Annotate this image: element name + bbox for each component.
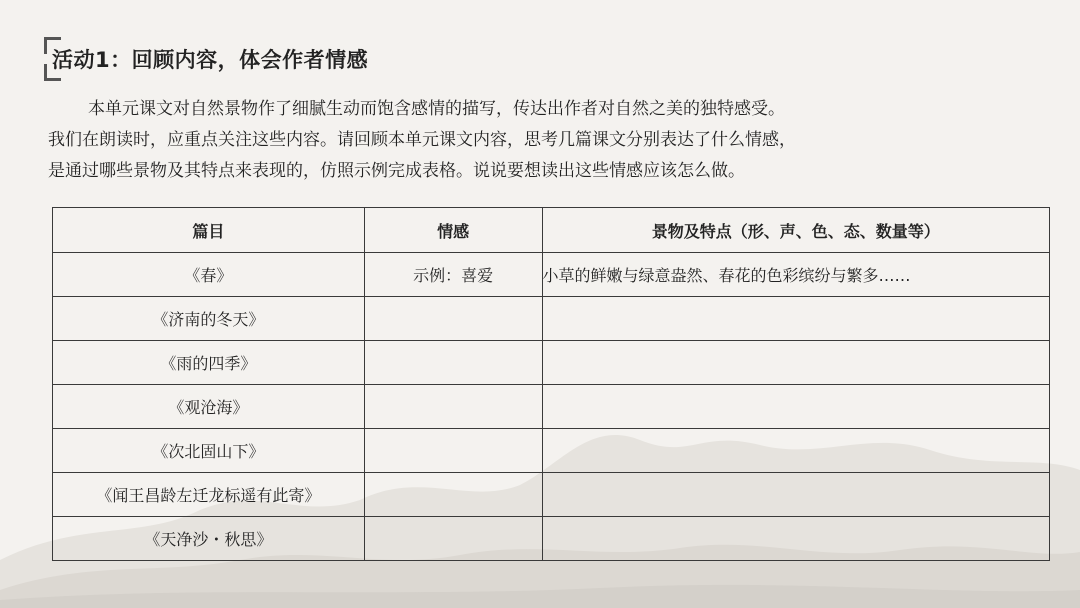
- intro-paragraph: [48, 94, 1048, 187]
- table-row: [53, 253, 1050, 297]
- row-emotion[interactable]: 示例：喜爱: [364, 253, 542, 297]
- row-title: 《雨的四季》: [53, 341, 365, 385]
- row-features[interactable]: [542, 429, 1049, 473]
- intro-line-3: 是通过哪些景物及其特点来表现的，仿照示例完成表格。说说要想读出这些情感应该怎么做。: [48, 161, 745, 181]
- row-emotion[interactable]: [364, 297, 542, 341]
- row-title: 《闻王昌龄左迁龙标遥有此寄》: [53, 473, 365, 517]
- row-emotion[interactable]: [364, 341, 542, 385]
- title-corner-bottom-left: [44, 64, 61, 81]
- row-features[interactable]: [542, 297, 1049, 341]
- row-emotion[interactable]: [364, 429, 542, 473]
- table-header-row: [53, 208, 1050, 253]
- row-emotion[interactable]: [364, 473, 542, 517]
- table-row: [53, 297, 1050, 341]
- table-row: [53, 473, 1050, 517]
- row-features[interactable]: [542, 517, 1049, 561]
- row-title: 《观沧海》: [53, 385, 365, 429]
- intro-line-2: 我们在朗读时，应重点关注这些内容。请回顾本单元课文内容，思考几篇课文分别表达了什么情感，: [48, 130, 796, 150]
- title-corner-top-left: [44, 37, 61, 54]
- header-title: 篇目: [53, 208, 365, 253]
- header-features: 景物及特点（形、声、色、态、数量等）: [542, 208, 1049, 253]
- table-row: [53, 385, 1050, 429]
- row-emotion[interactable]: [364, 517, 542, 561]
- row-features[interactable]: [542, 341, 1049, 385]
- table-row: [53, 341, 1050, 385]
- row-features[interactable]: [542, 473, 1049, 517]
- intro-line-1: 本单元课文对自然景物作了细腻生动而饱含感情的描写，传达出作者对自然之美的独特感受。: [88, 99, 785, 119]
- table-row: [53, 429, 1050, 473]
- row-title: 《春》: [53, 253, 365, 297]
- row-emotion[interactable]: [364, 385, 542, 429]
- row-title: 《天净沙・秋思》: [53, 517, 365, 561]
- activity-title-box: [44, 37, 374, 81]
- row-title: 《济南的冬天》: [53, 297, 365, 341]
- activity-table: [52, 207, 1050, 561]
- activity-title: 活动1：回顾内容，体会作者情感: [52, 48, 369, 72]
- row-features[interactable]: [542, 385, 1049, 429]
- row-title: 《次北固山下》: [53, 429, 365, 473]
- header-emotion: 情感: [364, 208, 542, 253]
- table-row: [53, 517, 1050, 561]
- row-features[interactable]: 小草的鲜嫩与绿意盎然、春花的色彩缤纷与繁多……: [542, 253, 1049, 297]
